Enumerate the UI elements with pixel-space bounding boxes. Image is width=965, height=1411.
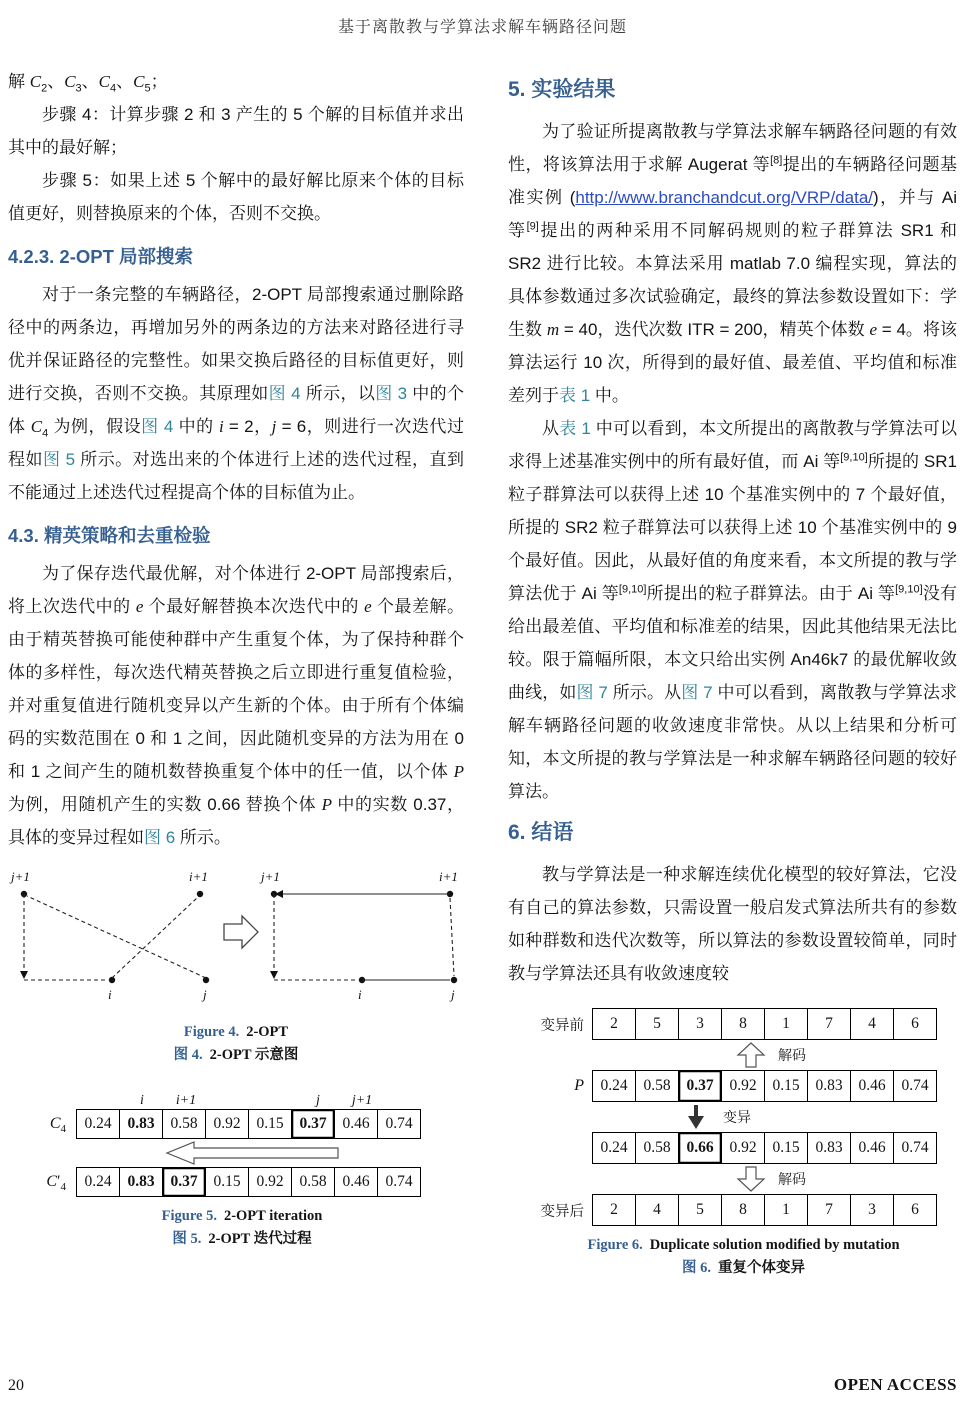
- paper-title: 基于离散教与学算法求解车辆路径问题: [337, 19, 627, 36]
- index-label-j: j: [316, 1093, 320, 1108]
- italic-var: P: [453, 762, 464, 781]
- table-cell: 0.24: [592, 1070, 636, 1102]
- section-heading-43: 4.3. 精英策略和去重检验: [8, 525, 211, 546]
- italic-var: C: [133, 72, 145, 91]
- decode-arrow-row-2: [530, 1164, 957, 1194]
- table-cell: 0.15: [764, 1070, 808, 1102]
- text-segment: 为了保存迭代最优解，对个体进行 2-OPT 局部搜索后，将上次迭代中的: [8, 564, 464, 616]
- decode-label: 解码: [778, 1047, 806, 1063]
- caption-en: [20, 1205, 464, 1228]
- citation-marker: [9,10]: [618, 583, 647, 596]
- row-before-mutation: [530, 1008, 957, 1040]
- caption-number: Figure 4.: [183, 1024, 240, 1040]
- solution-row-c4: [20, 1109, 464, 1139]
- table-cell: 0.83: [807, 1132, 851, 1164]
- node-label: i: [108, 987, 112, 1002]
- figure-ref: 图 6: [144, 828, 176, 847]
- subscript: 5: [144, 82, 151, 95]
- text-segment: 、: [47, 72, 65, 91]
- text-segment: 、: [116, 72, 134, 91]
- table-cell: 0.66: [678, 1132, 722, 1164]
- italic-var: C: [64, 72, 76, 91]
- text-segment: 所示。从: [607, 683, 682, 702]
- table-cell: 7: [807, 1194, 851, 1226]
- section-heading-5: 5. 实验结果: [508, 78, 616, 101]
- subscript: 4: [42, 427, 49, 440]
- table-cell: 0.58: [291, 1167, 335, 1197]
- row-after-mutation: [530, 1194, 957, 1226]
- node-label: i+1: [439, 869, 458, 884]
- italic-var: j: [271, 417, 277, 436]
- table-cell: 0.15: [205, 1167, 249, 1197]
- table-cell: 0.74: [377, 1167, 421, 1197]
- table-cell: 8: [721, 1008, 765, 1040]
- caption-en: [8, 1021, 464, 1044]
- decode-arrow-row: [530, 1040, 957, 1070]
- text-segment: 没有给出最差值、平均值和标准差的结果，因此其他结果无法比较。限于篇幅所限，本文只给出实例 An46k7 的最优解收敛曲线，如: [508, 584, 958, 702]
- section-heading-423: 4.2.3. 2-OPT 局部搜索: [8, 246, 194, 267]
- caption-number: Figure 6.: [587, 1237, 643, 1253]
- text-segment: 步骤 5：如果上述 5 个解中的最好解比原来个体的目标值更好，则替换原来的个体，否则不交换。: [8, 171, 464, 223]
- open-access-label: OPEN ACCESS: [833, 1375, 957, 1394]
- italic-var: m: [546, 320, 560, 339]
- node-label: j: [451, 987, 455, 1002]
- table-cell: 2: [592, 1008, 636, 1040]
- table-cell: 0.58: [635, 1070, 679, 1102]
- italic-var: P: [321, 795, 333, 814]
- subscript: 4: [110, 82, 117, 95]
- caption-number: 图 5.: [172, 1231, 202, 1247]
- subscript: 3: [75, 82, 82, 95]
- node-label: j+1: [11, 869, 30, 884]
- figure6-caption: [530, 1234, 957, 1280]
- two-column-body: [8, 65, 957, 1280]
- table-cell: 0.24: [76, 1109, 120, 1139]
- text-segment: 中可以看到，本文所提出的离散教与学算法可以求得上述基准实例中的所有最好值，而 Ai 等: [508, 419, 957, 471]
- citation-marker: [9,10]: [895, 583, 923, 596]
- right-column: [508, 65, 957, 1280]
- text-segment: 个最差解。由于精英替换可能使种群中产生重复个体，为了保持种群个体的多样性，每次迭代精英替换之后立即进行重复值检验，并对重复值进行随机变异以产生新的个体。由于所有个体编码的实数范围在 0 和 1 之间，因此随机变异的方法为用在 0 和 1 之间产生的随机数替换重复个体中的任一值，以个体: [8, 597, 464, 781]
- cells-row: [592, 1070, 937, 1102]
- page-footer: [8, 1375, 957, 1395]
- cells-row: [592, 1132, 937, 1164]
- italic-var: C: [49, 1115, 61, 1132]
- paragraph-2opt: [8, 278, 464, 509]
- text-segment: 中的实数 0.37，具体的变异过程如: [8, 795, 464, 847]
- running-head: [8, 14, 957, 37]
- row-label: [20, 1115, 76, 1136]
- subscript: 4: [60, 1123, 66, 1136]
- subscript: 2: [41, 82, 48, 95]
- table-cell: 0.46: [850, 1070, 894, 1102]
- url-link[interactable]: http://www.branchandcut.org/VRP/data/: [575, 188, 874, 207]
- italic-var: C: [29, 72, 42, 91]
- paragraph-step4: [8, 98, 464, 164]
- figure-ref: 图 7: [576, 683, 608, 702]
- caption-zh: [20, 1228, 464, 1251]
- table-cell: 0.37: [162, 1167, 206, 1197]
- row-label: 变异后: [540, 1203, 584, 1220]
- node-label: j+1: [261, 869, 280, 884]
- paragraph-step5: [8, 164, 464, 230]
- text-segment: 对于一条完整的车辆路径，2-OPT 局部搜索通过删除路径中的两条边，再增加另外的两条边的方法来对路径进行寻优并保证路径的完整性。如果交换后路径的目标值更好，则进行交换，否则不交换。其原理如: [8, 285, 464, 403]
- paragraph-experiment-2: [508, 412, 957, 808]
- table-cell: 0.15: [764, 1132, 808, 1164]
- italic-var: e: [364, 597, 372, 616]
- figure-ref: 图 5: [42, 450, 76, 469]
- cells-row: [76, 1109, 421, 1139]
- table-cell: 0.83: [119, 1109, 163, 1139]
- figure-ref: 图 3: [375, 384, 408, 403]
- table-cell: 7: [807, 1008, 851, 1040]
- mutation-label: 变异: [723, 1109, 751, 1125]
- cells-row: [592, 1194, 937, 1226]
- text-segment: 所示。对选出来的个体进行上述的迭代过程，直到不能通过上述迭代过程提高个体的目标值为止。: [8, 450, 464, 502]
- text-segment: 所示。: [175, 828, 231, 847]
- table-cell: 4: [635, 1194, 679, 1226]
- table-cell: 0.58: [635, 1132, 679, 1164]
- table-cell: 0.37: [678, 1070, 722, 1102]
- figure-6: [530, 1008, 957, 1280]
- section-heading-6: 6. 结语: [508, 821, 574, 844]
- caption-text: 2-OPT: [246, 1024, 289, 1040]
- citation-marker: [9]: [526, 220, 539, 233]
- caption-zh: [8, 1044, 464, 1067]
- table-cell: 5: [678, 1194, 722, 1226]
- text-segment: 为了验证所提离散教与学算法求解车辆路径问题的有效性，将该算法用于求解 Augerat 等: [508, 122, 957, 174]
- reverse-arrow-row: [20, 1139, 464, 1167]
- text-segment: 、: [81, 72, 99, 91]
- table-cell: 0.46: [850, 1132, 894, 1164]
- table-cell: 0.74: [893, 1070, 937, 1102]
- decode-up-arrow-icon: [736, 1041, 766, 1069]
- caption-text: 2-OPT iteration: [223, 1208, 323, 1224]
- text-segment: 教与学算法是一种求解连续优化模型的较好算法，它没有自己的算法参数，只需设置一般启发式算法所共有的参数如种群数和迭代次数等，所以算法的参数设置较简单，同时教与学算法还具有收敛速度较: [508, 865, 957, 983]
- figure-ref: 图 4: [268, 384, 301, 403]
- table-cell: 0.24: [592, 1132, 636, 1164]
- table-cell: 0.24: [76, 1167, 120, 1197]
- figure-ref: 图 7: [681, 683, 713, 702]
- table-cell: 0.92: [721, 1070, 765, 1102]
- table-cell: 3: [850, 1194, 894, 1226]
- paragraph-continuation: [8, 65, 464, 98]
- cells-row: [76, 1167, 421, 1197]
- figure-ref: 图 4: [141, 417, 174, 436]
- table-cell: 4: [850, 1008, 894, 1040]
- index-label-j1: j+1: [351, 1093, 373, 1108]
- italic-var: C: [98, 72, 111, 91]
- figure-5: [20, 1089, 464, 1251]
- text-segment: )，并与 Ai 等: [508, 188, 957, 240]
- paragraph-experiment-1: [508, 115, 957, 412]
- table-cell: 2: [592, 1194, 636, 1226]
- row-mutated: [530, 1132, 957, 1164]
- italic-var: e: [869, 320, 878, 339]
- mutation-down-arrow-icon: [681, 1104, 711, 1130]
- figure-ref: 表 1: [559, 386, 591, 405]
- paragraph-elite: [8, 557, 464, 854]
- text-segment: 中。: [590, 386, 629, 405]
- table-cell: 0.37: [291, 1109, 335, 1139]
- table-cell: 0.74: [893, 1132, 937, 1164]
- table-cell: 3: [678, 1008, 722, 1040]
- italic-var: C: [30, 417, 43, 436]
- table-cell: 1: [764, 1008, 808, 1040]
- text-segment: = 40，迭代次数 ITR = 200，精英个体数: [559, 320, 870, 339]
- table-cell: 0.92: [721, 1132, 765, 1164]
- solution-row-c4-prime: [20, 1167, 464, 1197]
- row-label: P: [574, 1077, 584, 1094]
- node-label: i+1: [189, 869, 208, 884]
- text-segment: 中的: [173, 417, 219, 436]
- two-opt-diagram: [8, 868, 464, 1008]
- index-label-i: i: [140, 1093, 144, 1108]
- italic-var: e: [135, 597, 144, 616]
- table-cell: 1: [764, 1194, 808, 1226]
- table-cell: 0.92: [248, 1167, 292, 1197]
- caption-number: 图 6.: [682, 1260, 711, 1276]
- reverse-left-arrow-icon: [164, 1141, 340, 1165]
- table-cell: 8: [721, 1194, 765, 1226]
- text-segment: 为例，假设: [48, 417, 142, 436]
- caption-en: [530, 1234, 957, 1257]
- figure-4: [8, 868, 464, 1067]
- text-segment: 中的个体: [8, 384, 464, 436]
- index-label-i1: i+1: [175, 1093, 197, 1108]
- citation-marker: [8]: [770, 154, 783, 167]
- text-segment: 解: [8, 72, 30, 91]
- left-column: [8, 65, 464, 1280]
- index-labels-row: [20, 1089, 464, 1109]
- caption-text: 重复个体变异: [718, 1260, 805, 1276]
- text-segment: 所示，以: [300, 384, 376, 403]
- text-segment: = 4。将该算法运行 10 次，所得到的最好值、最差值、平均值和标准差列于: [508, 320, 957, 405]
- text-segment: = 2，: [223, 417, 272, 436]
- text-segment: 所提出的粒子群算法。由于 Ai 等: [646, 584, 896, 603]
- caption-text: 2-OPT 迭代过程: [208, 1231, 312, 1247]
- table-cell: 6: [893, 1008, 937, 1040]
- table-cell: 0.83: [119, 1167, 163, 1197]
- text-segment: 提出的两种采用不同解码规则的粒子群算法 SR1 和 SR2 进行比较。本算法采用 matlab 7.0 编程实现，算法的具体参数通过多次试验确定，最终的算法参数设置如下：学生数: [508, 221, 957, 339]
- node-label: j: [203, 987, 207, 1002]
- table-cell: 0.74: [377, 1109, 421, 1139]
- transform-arrow-icon: [224, 916, 258, 948]
- cells-row: [592, 1008, 937, 1040]
- caption-number: Figure 5.: [161, 1208, 217, 1224]
- text-segment: 从: [542, 419, 560, 438]
- table-cell: 0.83: [807, 1070, 851, 1102]
- subscript: 4: [60, 1181, 66, 1194]
- caption-number: 图 4.: [173, 1047, 203, 1063]
- caption-text: 2-OPT 示意图: [209, 1047, 299, 1063]
- italic-var: i: [218, 417, 224, 436]
- text-segment: 所提的 SR1 粒子群算法可以获得上述 10 个基准实例中的 7 个最好值，所提的 SR2 粒子群算法可以获得上述 10 个基准实例中的 9 个最好值。因此，从最好值的角度来看，本文所提的教与学算法优于 Ai 等: [508, 452, 957, 603]
- text-segment: 步骤 4：计算步骤 2 和 3 产生的 5 个解的目标值并求出其中的最好解；: [8, 105, 464, 157]
- table-cell: 0.15: [248, 1109, 292, 1139]
- row-individual-p: [530, 1070, 957, 1102]
- text-segment: 个最好解替换本次迭代中的: [143, 597, 365, 616]
- figure5-caption: [20, 1205, 464, 1251]
- text-segment: ′: [57, 1173, 61, 1190]
- row-label: [20, 1173, 76, 1194]
- table-cell: 0.46: [334, 1167, 378, 1197]
- text-segment: ；: [150, 72, 168, 91]
- node-label: i: [358, 987, 362, 1002]
- table-cell: 0.58: [162, 1109, 206, 1139]
- italic-var: C: [46, 1173, 57, 1190]
- table-cell: 0.46: [334, 1109, 378, 1139]
- mutation-arrow-row: [530, 1102, 957, 1132]
- decode-down-arrow-icon: [736, 1165, 766, 1193]
- text-segment: = 6，则进行一次迭代过程如: [8, 417, 464, 469]
- text-segment: 提出的车辆路径问题基准实例 (: [508, 155, 957, 207]
- caption-text: Duplicate solution modified by mutation: [649, 1237, 900, 1253]
- figure4-caption: [8, 1021, 464, 1067]
- figure-ref: 表 1: [559, 419, 591, 438]
- decode-label: 解码: [778, 1171, 806, 1187]
- table-cell: 6: [893, 1194, 937, 1226]
- citation-marker: [9,10]: [840, 451, 868, 464]
- text-segment: 为例，用随机产生的实数 0.66 替换个体: [8, 795, 322, 814]
- table-cell: 5: [635, 1008, 679, 1040]
- page-number: 20: [8, 1377, 24, 1394]
- paragraph-conclusion: [508, 858, 957, 990]
- table-cell: 0.92: [205, 1109, 249, 1139]
- text-segment: 中可以看到，离散教与学算法求解车辆路径问题的收敛速度非常快。从以上结果和分析可知，本文所提的教与学算法是一种求解车辆路径问题的较好算法。: [508, 683, 957, 801]
- caption-zh: [530, 1257, 957, 1280]
- row-label: 变异前: [540, 1017, 584, 1034]
